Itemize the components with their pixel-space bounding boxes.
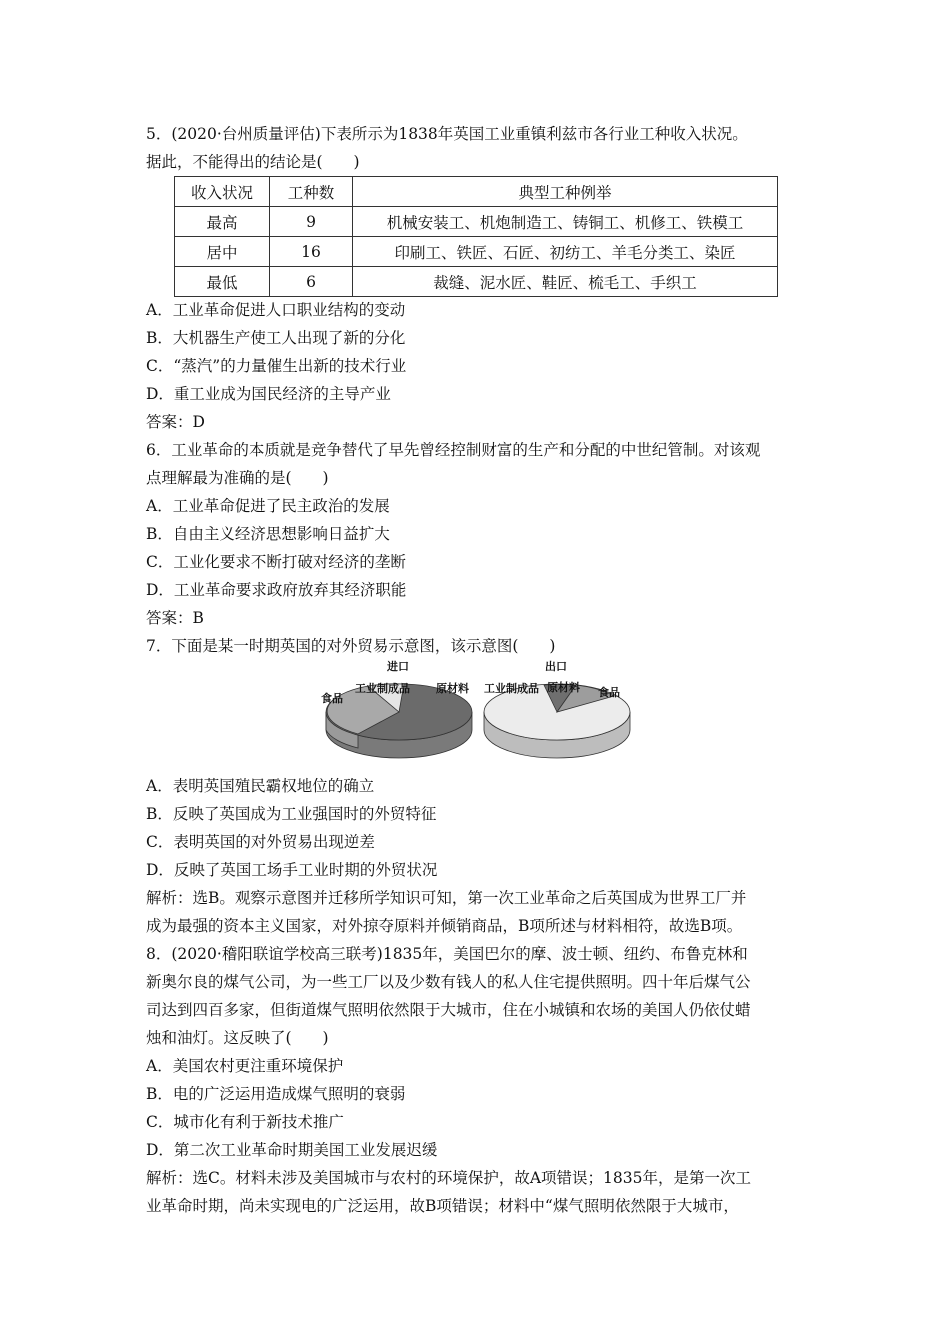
- table-header-cell: 工种数: [270, 177, 353, 207]
- table-header-cell: 典型工种例举: [353, 177, 778, 207]
- q5-option-d: D．重工业成为国民经济的主导产业: [146, 385, 391, 403]
- q8-stem-line3: 司达到四百多家，但街道煤气照明依然限于大城市，住在小城镇和农场的美国人仍依仗蜡: [146, 1001, 751, 1019]
- q6-option-d: D．工业革命要求政府放弃其经济职能: [146, 581, 407, 599]
- q7-analysis-line2: 成为最强的资本主义国家，对外掠夺原料并倾销商品，B项所述与材料相符，故选B项。: [146, 917, 743, 935]
- export-title: 出口: [545, 660, 567, 673]
- trade-pie-figure: [318, 658, 638, 770]
- q6-stem-line2: 点理解最为准确的是( ): [146, 469, 329, 487]
- q6-answer: 答案：B: [146, 609, 204, 627]
- table-row: [175, 267, 778, 297]
- export-pie: [484, 659, 630, 758]
- q7-option-a: A．表明英国殖民霸权地位的确立: [146, 777, 375, 795]
- q8-stem-line4: 烛和油灯。这反映了( ): [146, 1029, 329, 1047]
- q7-analysis-line1: 解析：选B。观察示意图并迁移所学知识可知，第一次工业革命之后英国成为世界工厂并: [146, 889, 747, 907]
- table-cell: 印刷工、铁匠、石匠、初纺工、羊毛分类工、染匠: [353, 237, 778, 267]
- q8-option-d: D．第二次工业革命时期美国工业发展迟缓: [146, 1141, 438, 1159]
- table-header-row: [175, 177, 778, 207]
- import-title: 进口: [387, 660, 409, 673]
- q8-stem-line1: 8．(2020·稽阳联谊学校高三联考)1835年，美国巴尔的摩、波士顿、纽约、布鲁克林和: [146, 945, 748, 963]
- q8-analysis-line2: 业革命时期，尚未实现电的广泛运用，故B项错误；材料中“煤气照明依然限于大城市，: [146, 1197, 739, 1215]
- q6-option-c: C．工业化要求不断打破对经济的垄断: [146, 553, 406, 571]
- export-label-food: 食品: [598, 686, 620, 699]
- q5-stem-line2: 据此，不能得出的结论是( ): [146, 153, 360, 171]
- table-cell: 9: [270, 207, 353, 237]
- table-cell: 6: [270, 267, 353, 297]
- import-label-food: 食品: [321, 692, 343, 705]
- import-label-raw-material: 原材料: [436, 682, 469, 695]
- q5-option-b: B．大机器生产使工人出现了新的分化: [146, 329, 406, 347]
- q6-option-b: B．自由主义经济思想影响日益扩大: [146, 525, 390, 543]
- export-label-raw-material: 原材料: [547, 681, 580, 694]
- table-cell: 最高: [175, 207, 270, 237]
- table-header-cell: 收入状况: [175, 177, 270, 207]
- table-cell: 居中: [175, 237, 270, 267]
- q8-option-a: A．美国农村更注重环境保护: [146, 1057, 344, 1075]
- q8-analysis-line1: 解析：选C。材料未涉及美国城市与农村的环境保护，故A项错误；1835年，是第一次工: [146, 1169, 752, 1187]
- q7-option-d: D．反映了英国工场手工业时期的外贸状况: [146, 861, 438, 879]
- q6-option-a: A．工业革命促进了民主政治的发展: [146, 497, 390, 515]
- table-row: [175, 237, 778, 267]
- q5-option-c: C．“蒸汽”的力量催生出新的技术行业: [146, 357, 407, 375]
- income-table: [174, 176, 778, 297]
- q7-option-c: C．表明英国的对外贸易出现逆差: [146, 833, 375, 851]
- q5-stem-line1: 5．(2020·台州质量评估)下表所示为1838年英国工业重镇利兹市各行业工种收入状况。: [146, 125, 748, 143]
- q5-answer: 答案：D: [146, 413, 205, 431]
- q8-option-c: C．城市化有利于新技术推广: [146, 1113, 344, 1131]
- q6-stem-line1: 6．工业革命的本质就是竞争替代了早先曾经控制财富的生产和分配的中世纪管制。对该观: [146, 441, 761, 459]
- q5-option-a: A．工业革命促进人口职业结构的变动: [146, 301, 406, 319]
- import-label-manufactured: 工业制成品: [355, 682, 410, 695]
- table-cell: 16: [270, 237, 353, 267]
- import-pie: [321, 659, 472, 758]
- table-cell: 最低: [175, 267, 270, 297]
- export-label-manufactured: 工业制成品: [484, 682, 539, 695]
- table-row: [175, 207, 778, 237]
- table-cell: 机械安装工、机炮制造工、铸铜工、机修工、铁模工: [353, 207, 778, 237]
- q8-stem-line2: 新奥尔良的煤气公司，为一些工厂以及少数有钱人的私人住宅提供照明。四十年后煤气公: [146, 973, 751, 991]
- q7-stem-line1: 7．下面是某一时期英国的对外贸易示意图，该示意图( ): [146, 637, 556, 655]
- table-cell: 裁缝、泥水匠、鞋匠、梳毛工、手织工: [353, 267, 778, 297]
- q7-option-b: B．反映了英国成为工业强国时的外贸特征: [146, 805, 437, 823]
- q8-option-b: B．电的广泛运用造成煤气照明的衰弱: [146, 1085, 406, 1103]
